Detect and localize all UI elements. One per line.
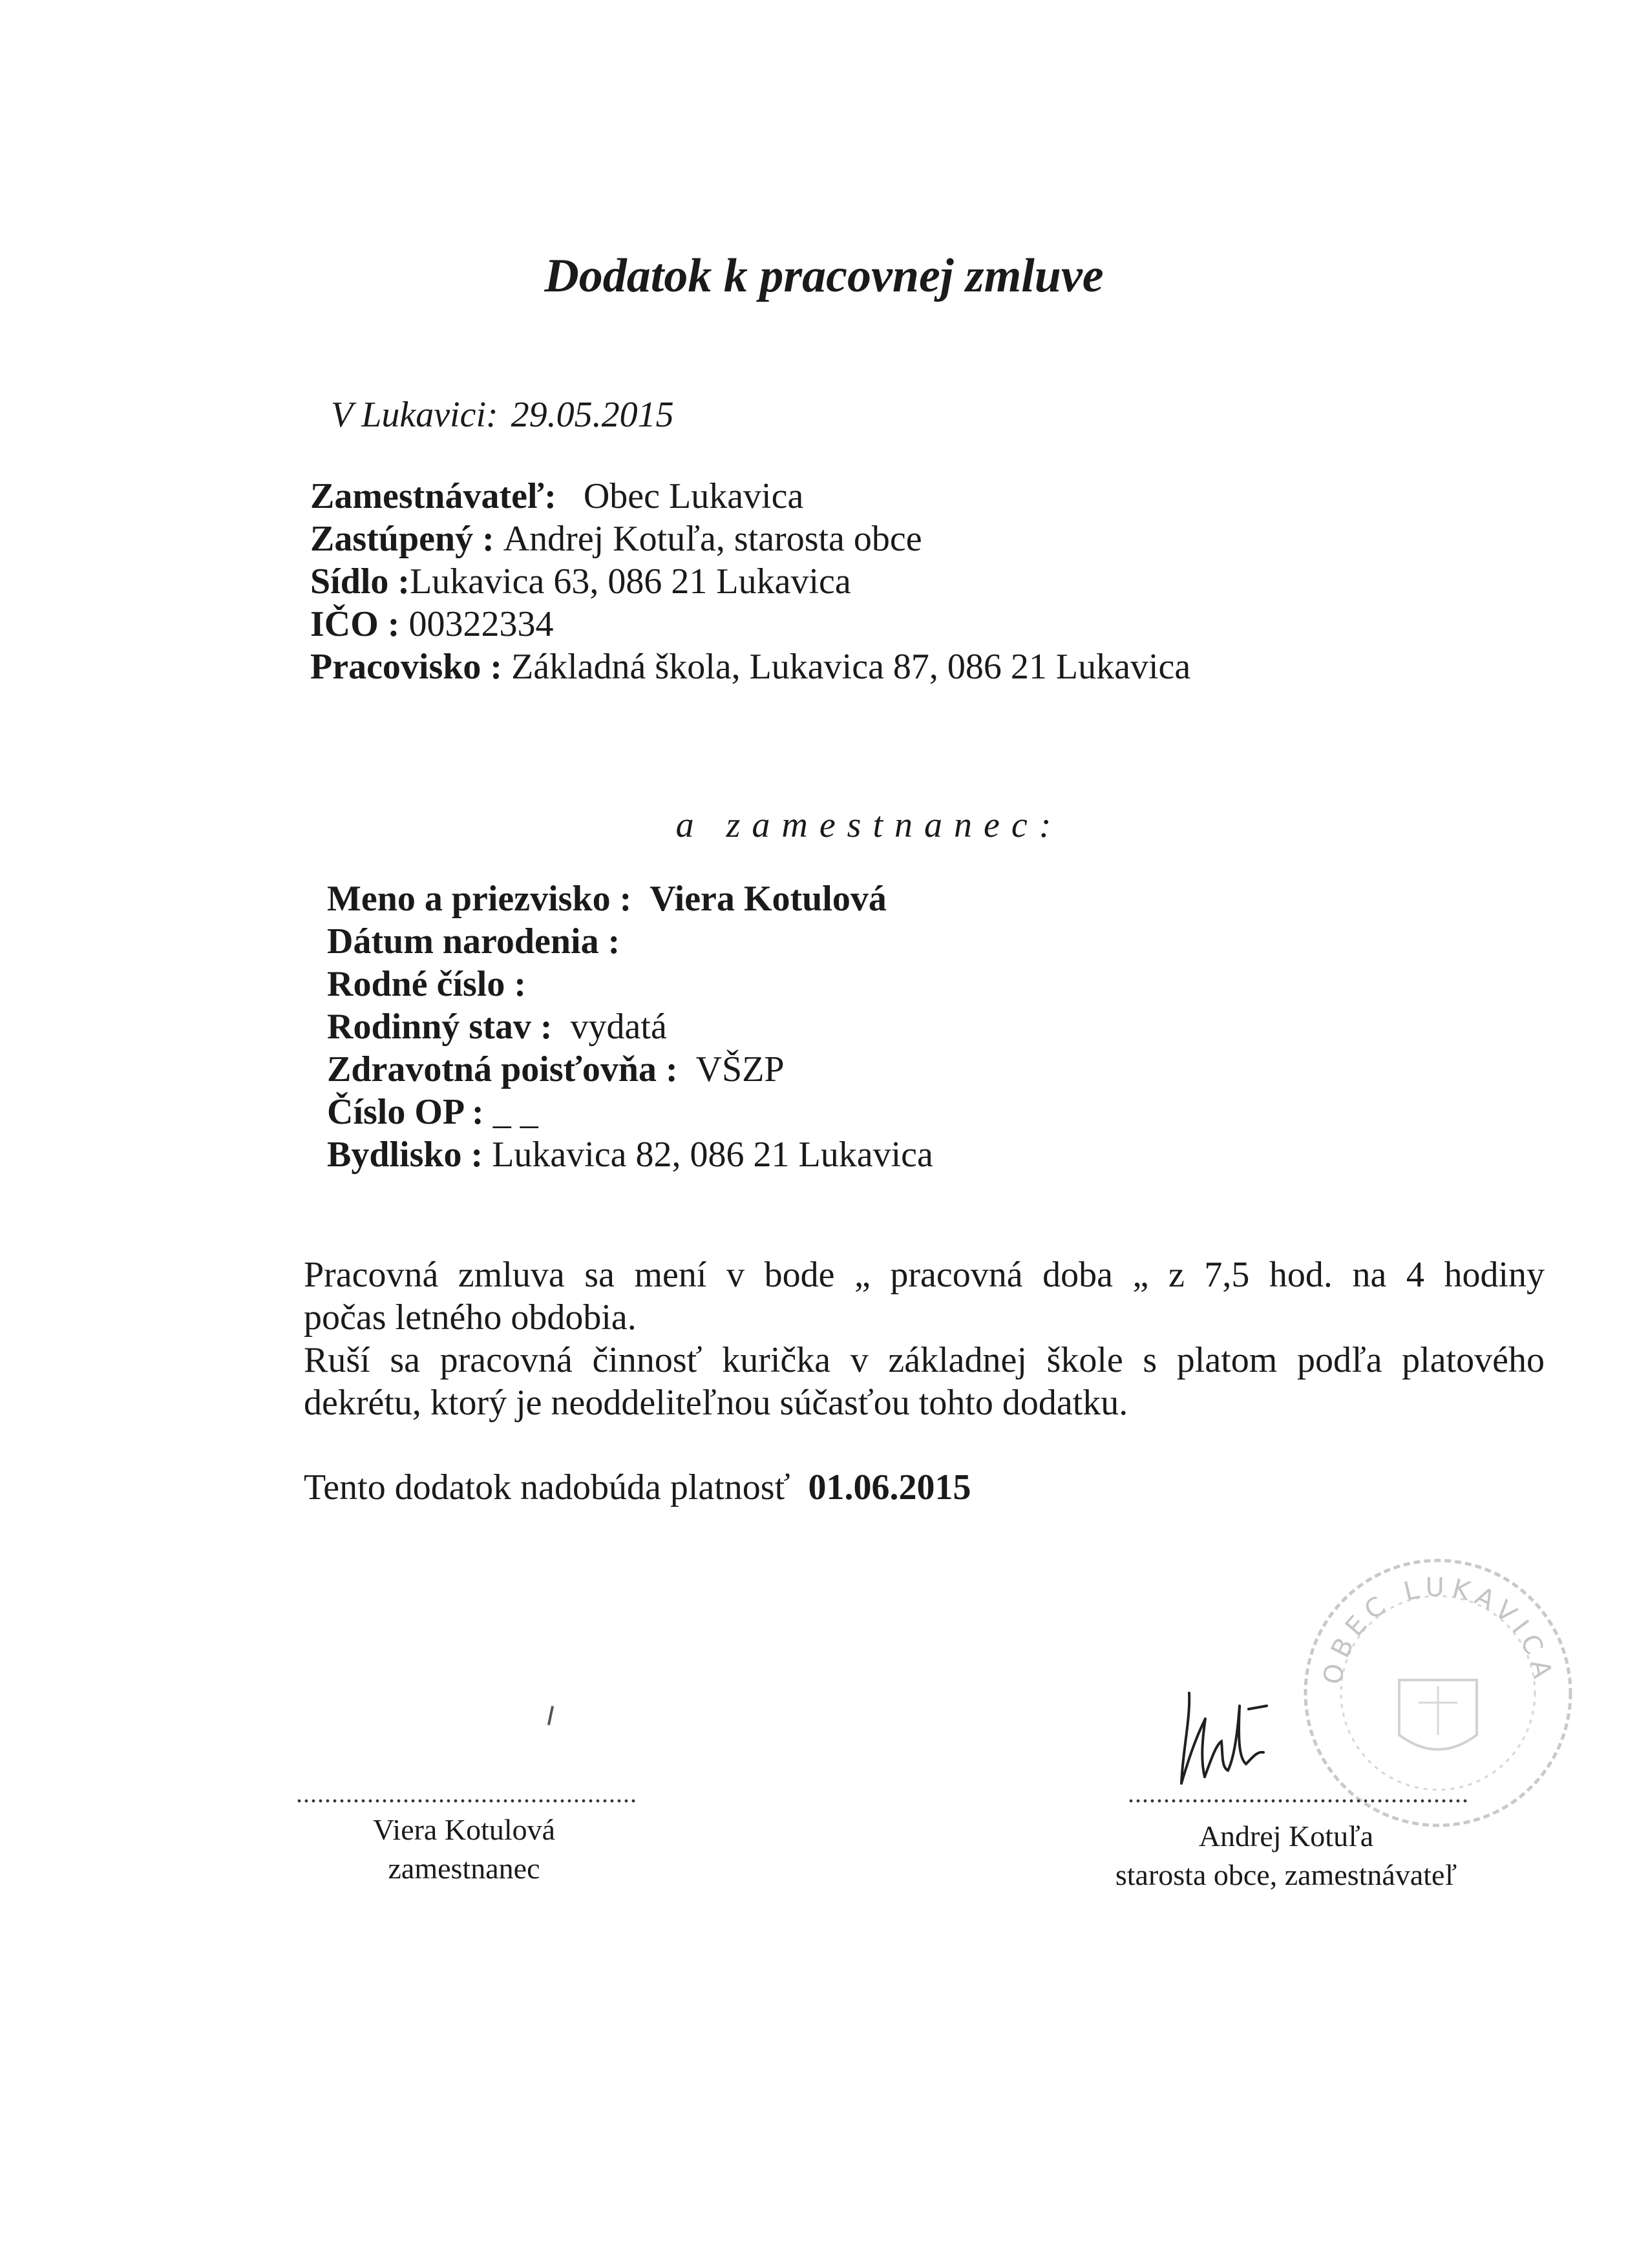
scan-mark — [547, 1706, 554, 1725]
field-value: Lukavica 82, 086 21 Lukavica — [492, 1135, 933, 1175]
employee-role: zamestnanec — [388, 1852, 540, 1885]
validity-text: Tento dodatok nadobúda platnosť — [304, 1467, 790, 1507]
field-value: _ _ — [492, 1092, 538, 1132]
field-label: Zastúpený : — [310, 519, 494, 559]
place-date-line — [331, 394, 674, 436]
field-value: Obec Lukavica — [583, 476, 804, 516]
body-line: Pracovná zmluva sa mení v bode „ pracovná doba „ z 7,5 hod. na 4 hodiny — [304, 1255, 1545, 1295]
validity-date: 01.06.2015 — [808, 1467, 971, 1507]
body-line: Ruší sa pracovná činnosť kurička v základnej škole s platom podľa platového — [304, 1340, 1545, 1380]
field-value: VŠZP — [695, 1049, 785, 1089]
employer-role: starosta obce, zamestnávateľ — [1115, 1858, 1457, 1891]
employer-block — [310, 475, 1190, 688]
field-value: 00322334 — [408, 604, 554, 644]
field-label: Rodinný stav : — [327, 1007, 553, 1047]
field-value: Základná škola, Lukavica 87, 086 21 Lukavica — [511, 647, 1191, 687]
employee-name: Viera Kotulová — [372, 1813, 556, 1846]
employee-row — [327, 963, 933, 1005]
employee-block — [327, 877, 933, 1176]
amendment-body — [304, 1254, 1545, 1424]
employee-row — [327, 877, 933, 920]
employer-row — [310, 646, 1190, 688]
employee-signature-caption — [296, 1811, 632, 1888]
field-label: Zdravotná poisťovňa : — [327, 1049, 678, 1089]
body-line: počas letného obdobia. — [304, 1297, 637, 1338]
field-label: Číslo OP : — [327, 1092, 484, 1132]
employer-name: Andrej Kotuľa — [1198, 1820, 1374, 1853]
field-value: Lukavica 63, 086 21 Lukavica — [410, 562, 851, 602]
place-label: V Lukavici: — [331, 395, 498, 435]
employee-row — [327, 1133, 933, 1176]
employee-row — [327, 1091, 933, 1133]
validity-line — [304, 1467, 971, 1508]
field-label: Rodné číslo : — [327, 964, 526, 1004]
employer-row — [310, 603, 1190, 646]
document-date: 29.05.2015 — [511, 395, 674, 435]
employer-row — [310, 518, 1190, 560]
handwritten-signature — [1176, 1680, 1273, 1790]
body-line: dekrétu, ktorý je neoddeliteľnou súčasťou tohto dodatku. — [304, 1383, 1128, 1423]
field-label: IČO : — [310, 604, 400, 644]
employee-row — [327, 920, 933, 963]
employee-row — [327, 1048, 933, 1091]
stamp-text: OBEC LUKAVICA — [1317, 1572, 1559, 1688]
field-value: Viera Kotulová — [650, 879, 887, 919]
field-label: Pracovisko : — [310, 647, 503, 687]
field-label: Bydlisko : — [327, 1135, 483, 1175]
field-label: Dátum narodenia : — [327, 921, 620, 961]
field-label: Meno a priezvisko : — [327, 879, 632, 919]
employee-signature-line: ................................................ — [296, 1779, 637, 1808]
field-value: vydatá — [570, 1007, 667, 1047]
field-value: Andrej Kotuľa, starosta obce — [503, 519, 922, 559]
employer-signature-caption — [1073, 1817, 1499, 1895]
document-title: Dodatok k pracovnej zmluve — [544, 249, 1104, 302]
employee-heading: a zamestnanec: — [675, 805, 1063, 845]
employer-row — [310, 560, 1190, 603]
employer-row — [310, 475, 1190, 518]
employer-signature-line: ................................................ — [1128, 1779, 1469, 1808]
employee-row — [327, 1005, 933, 1048]
field-label: Zamestnávateľ: — [310, 476, 556, 516]
field-label: Sídlo : — [310, 562, 410, 602]
